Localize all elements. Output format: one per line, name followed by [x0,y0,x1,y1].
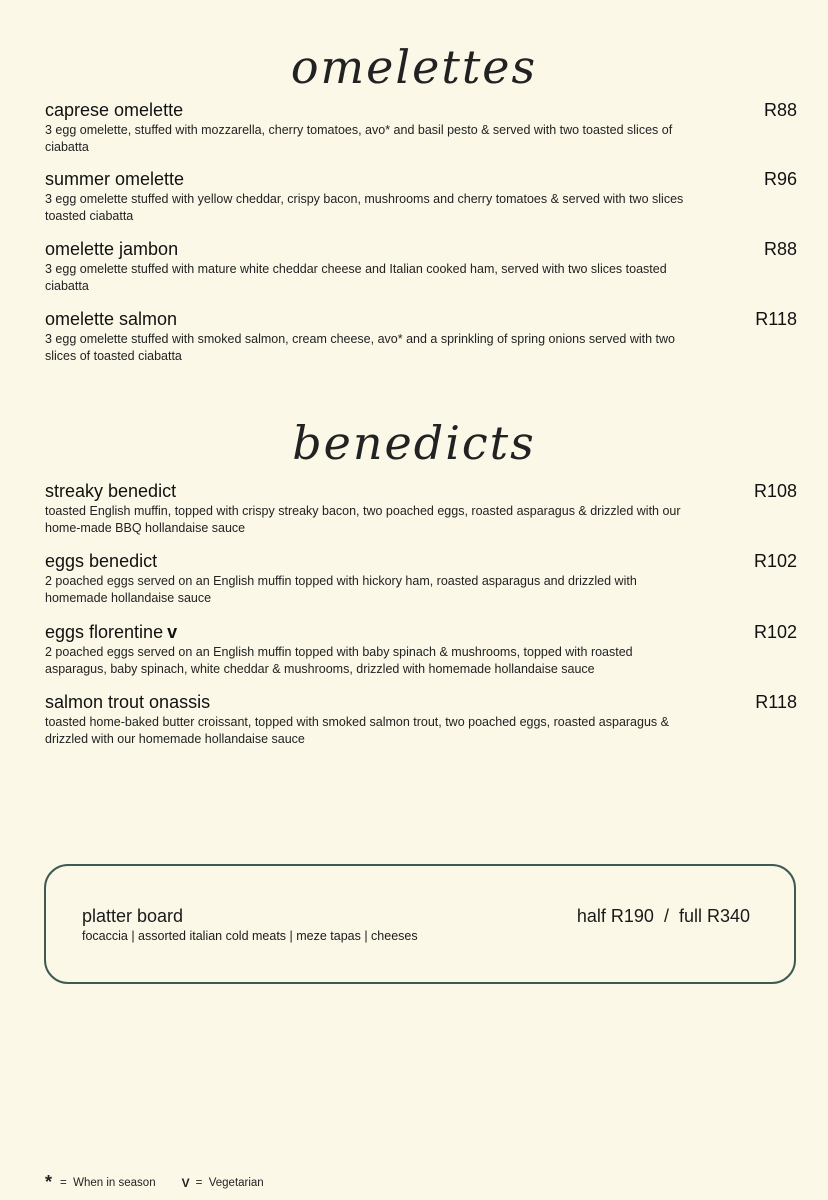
menu-item-eggs-benedict [45,551,797,607]
item-name-wrap [45,622,177,642]
item-description: 3 egg omelette stuffed with mature white cheddar cheese and Italian cooked ham, served with two slices toasted ciabatta [45,262,667,293]
vegetarian-symbol: V [181,1175,190,1190]
item-description: toasted English muffin, topped with crispy streaky bacon, two poached eggs, roasted asparagus & drizzled with our home-made BBQ hollandaise sauce [45,504,681,535]
item-price: R102 [753,622,797,642]
item-price: R96 [763,169,797,189]
item-name: caprese omelette [45,100,184,120]
legend [45,1172,264,1193]
item-name: streaky benedict [45,481,177,501]
benedicts-title: benedicts [292,416,536,470]
item-price: R108 [753,481,797,501]
item-name: eggs benedict [45,551,158,571]
item-description: 3 egg omelette, stuffed with mozzarella, cherry tomatoes, avo* and basil pesto & served with two toasted slices of ciabatta [45,123,673,154]
platter-name: platter board [82,906,184,926]
menu-item-eggs-florentine [45,622,797,678]
vegetarian-legend-text: = Vegetarian [195,1176,264,1189]
item-name: salmon trout onassis [45,692,211,712]
omelettes-title: omelettes [290,40,538,94]
item-description: 3 egg omelette stuffed with yellow cheddar, crispy bacon, mushrooms and cherry tomatoes & served with two slices toasted ciabatta [45,192,684,223]
vegetarian-mark: v [167,622,178,642]
platter-price: half R190 / full R340 [576,906,750,926]
item-price: R102 [753,551,797,571]
item-name: eggs florentine [45,622,164,642]
platter-content [82,906,750,945]
item-name: omelette salmon [45,309,178,329]
menu-item-summer-omelette [45,169,797,225]
season-legend-text: = When in season [60,1176,156,1189]
asterisk-symbol: * [45,1172,53,1192]
item-price: R118 [755,692,797,712]
menu-item-omelette-salmon [45,309,797,365]
item-price: R118 [755,309,797,329]
item-price: R88 [763,239,797,259]
item-description: 3 egg omelette stuffed with smoked salmon, cream cheese, avo* and a sprinkling of spring onions served with two slices of toasted ciabatta [45,332,675,363]
item-name: summer omelette [45,169,185,189]
menu-item-caprese-omelette [45,100,797,156]
platter-description: focaccia | assorted italian cold meats | meze tapas | cheeses [82,929,418,943]
item-description: 2 poached eggs served on an English muffin topped with hickory ham, roasted asparagus and drizzled with homemade hollandaise sauce [45,574,637,605]
menu-item-omelette-jambon [45,239,797,295]
item-description: toasted home-baked butter croissant, topped with smoked salmon trout, two poached eggs, roasted asparagus & drizzled with our homemade hollandaise sauce [45,715,669,746]
menu-item-streaky-benedict [45,481,797,537]
platter-board-box [44,864,796,984]
menu-item-salmon-trout-onassis [45,692,797,748]
item-name: omelette jambon [45,239,179,259]
item-price: R88 [763,100,797,120]
item-description: 2 poached eggs served on an English muffin topped with baby spinach & mushrooms, topped with roasted asparagus, baby spinach, white cheddar & mushrooms, drizzled with homemade hollandaise sauce [45,645,633,676]
